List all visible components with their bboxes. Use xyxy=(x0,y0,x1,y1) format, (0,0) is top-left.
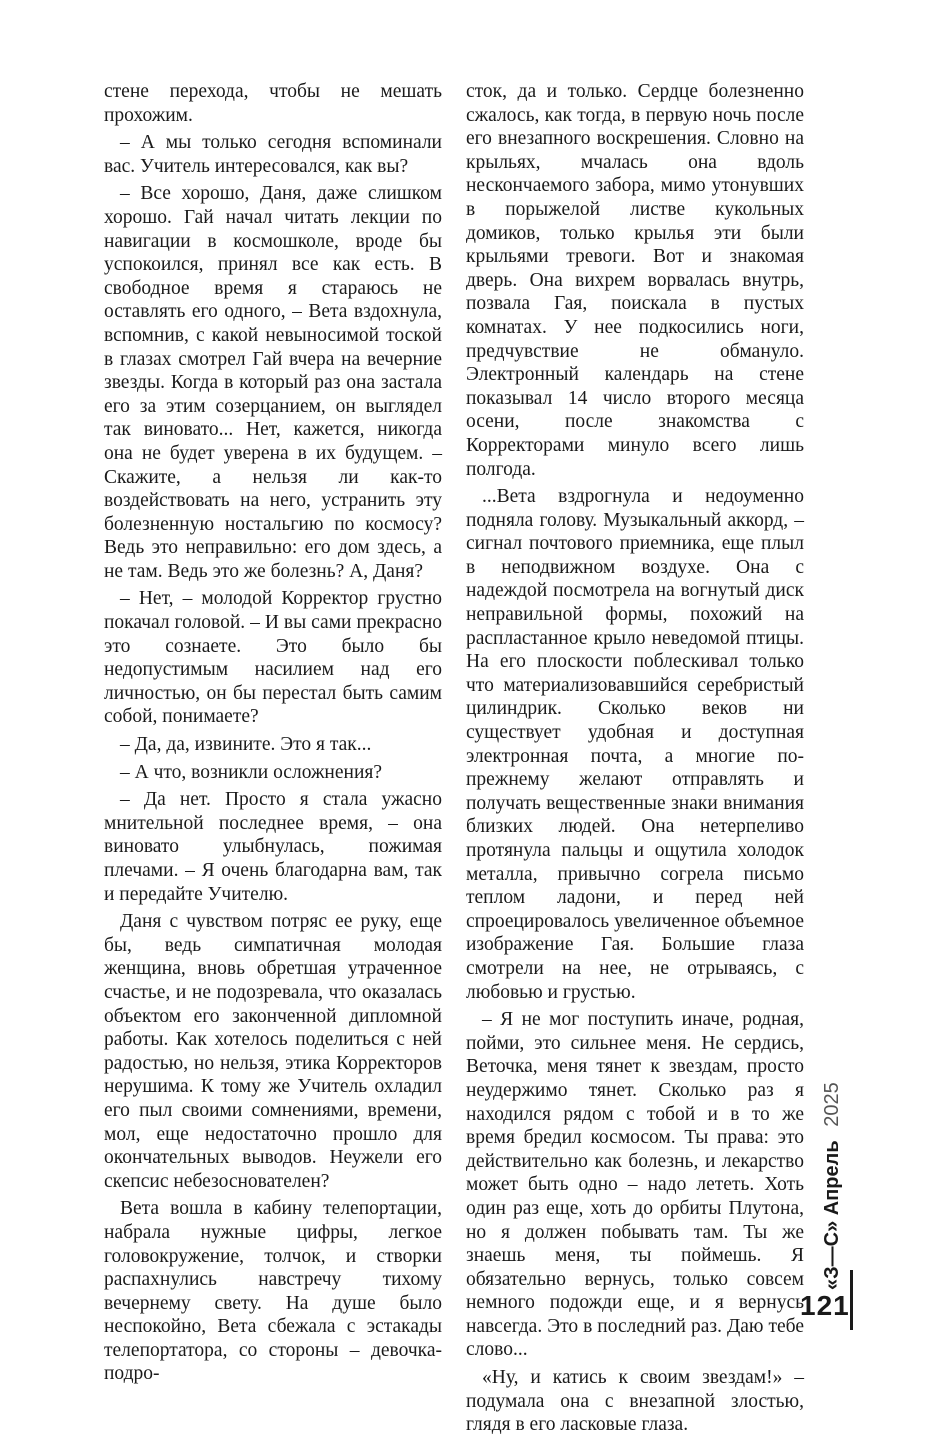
paragraph: – Да нет. Просто я стала ужасно мнительной последнее время, – она виновато улыбнулась, пожимая плечами. – Я очень благодарна вам, так и передайте Учителю. xyxy=(104,789,442,905)
paragraph: ...Вета вздрогнула и недоуменно подняла голову. Музыкальный аккорд, – сигнал почтового приемника, еще плыл в неподвижном воздухе. Она с надеждой посмотрела на вогнутый диск неправильной формы, похожий на распластанное крыло неведомой птицы. На его плоскости поблескивал только что материализовавшийся серебристый цилиндрик. Сколько веков ни существует удобная и доступная электронная почта, а многие по-прежнему желают отправлять и получать вещественные знаки внимания близких людей. Она нетерпеливо протянула пальцы и ощутила холодок металла, привычно согрела письмо теплом ладони, и перед ней спроецировалось увеличенное объемное изображение Гая. Большие глаза смотрели на нее, не отрываясь, с любовью и грустью. xyxy=(466,486,804,1003)
paragraph: Вета вошла в кабину телепортации, набрала нужные цифры, легкое головокружение, толчок, и створки распахнулись навстречу тихому вечернему свету. На душе было неспокойно, Вета сбежала с эстакады телепортатора, со стороны – девочка-подро- xyxy=(104,1198,442,1385)
issue-year: 2025 xyxy=(821,1082,843,1127)
paragraph: сток, да и только. Сердце болезненно сжалось, как тогда, в первую ночь после его внезапного воскрешения. Словно на крыльях, мчалась она вдоль нескончаемого забора, мимо утонувших в порыжелой листве кукольных домиков, только крылья эти были крыльями тревоги. Вот и знакомая дверь. Она вихрем ворвалась внутрь, позвала Гая, поискала в пустых комнатах. У нее подкосились ноги, предчувствие не обмануло. Электронный календарь на стене показывал 14 число второго месяца осени, после знакомства с Корректорами минуло всего лишь полгода. xyxy=(466,81,804,480)
magazine-name: «З—С» xyxy=(821,1220,843,1290)
paragraph: – Я не мог поступить иначе, родная, пойми, это сильнее меня. Не сердись, Веточка, меня тянет к звездам, просто неудержимо тянет. Сколько раз я находился рядом с тобой и в то же время бредил космосом. Ты права: это действительно как болезнь, и лекарство может быть одно – надо лететь. Хоть один раз еще, хоть до орбиты Плутона, но я должен побывать там. Ты же знаешь меня, ты поймешь. Я обязательно вернусь, только совсем немного подожди еще, и я вернусь навсегда. Это в последний раз. Даю тебе слово... xyxy=(466,1009,804,1361)
right-text-column xyxy=(466,80,804,1441)
paragraph: «Ну, и катись к своим звездам!» – подумала она с внезапной злостью, глядя в его ласковые глаза. xyxy=(466,1367,804,1436)
paragraph: – А мы только сегодня вспоминали вас. Учитель интересовался, как вы? xyxy=(104,132,442,177)
paragraph: – Все хорошо, Даня, даже слишком хорошо. Гай начал читать лекции по навигации в космошколе, вроде бы успокоился, принял все как есть. В свободное время я стараюсь не оставлять его одного, – Вета вздохнула, вспомнив, с какой невыносимой тоской в глазах смотрел Гай вчера на вечерние звезды. Когда в который раз она застала его за этим созерцанием, он выглядел так виновато... Нет, кажется, никогда она не будет уверена в их будущем. – Скажите, а нельзя ли как-то воздействовать на него, устранить эту болезненную ностальгию по космосу? Ведь это неправильно: его дом здесь, а не там. Ведь это же болезнь? А, Даня? xyxy=(104,183,442,582)
paragraph: стене перехода, чтобы не мешать прохожим. xyxy=(104,81,442,126)
paragraph: – Нет, – молодой Корректор грустно покачал головой. – И вы сами прекрасно это сознаете. Это было бы недопустимым насилием над его личностью, он бы перестал быть самим собой, понимаете? xyxy=(104,588,442,728)
paragraph: – Да, да, извините. Это я так... xyxy=(120,734,372,756)
issue-month: Апрель xyxy=(821,1140,843,1216)
left-text-column xyxy=(104,80,442,1390)
page-number-rule xyxy=(850,1270,853,1330)
running-footer-vertical xyxy=(812,1030,852,1290)
page-number: 121 xyxy=(800,1290,850,1321)
paragraph: Даня с чувством потряс ее руку, еще бы, ведь симпатичная молодая женщина, вновь обретшая утраченное счастье, и не подозревала, что оказалась объектом его законченной дипломной работы. Как хотелось поделиться с ней радостью, но нельзя, этика Корректоров нерушима. К тому же Учитель охладил его пыл своими сомнениями, времени, мол, еще недостаточно прошло для окончательных выводов. Неужели его скепсис небезоснователен? xyxy=(104,911,442,1192)
paragraph: – А что, возникли осложнения? xyxy=(120,761,383,783)
